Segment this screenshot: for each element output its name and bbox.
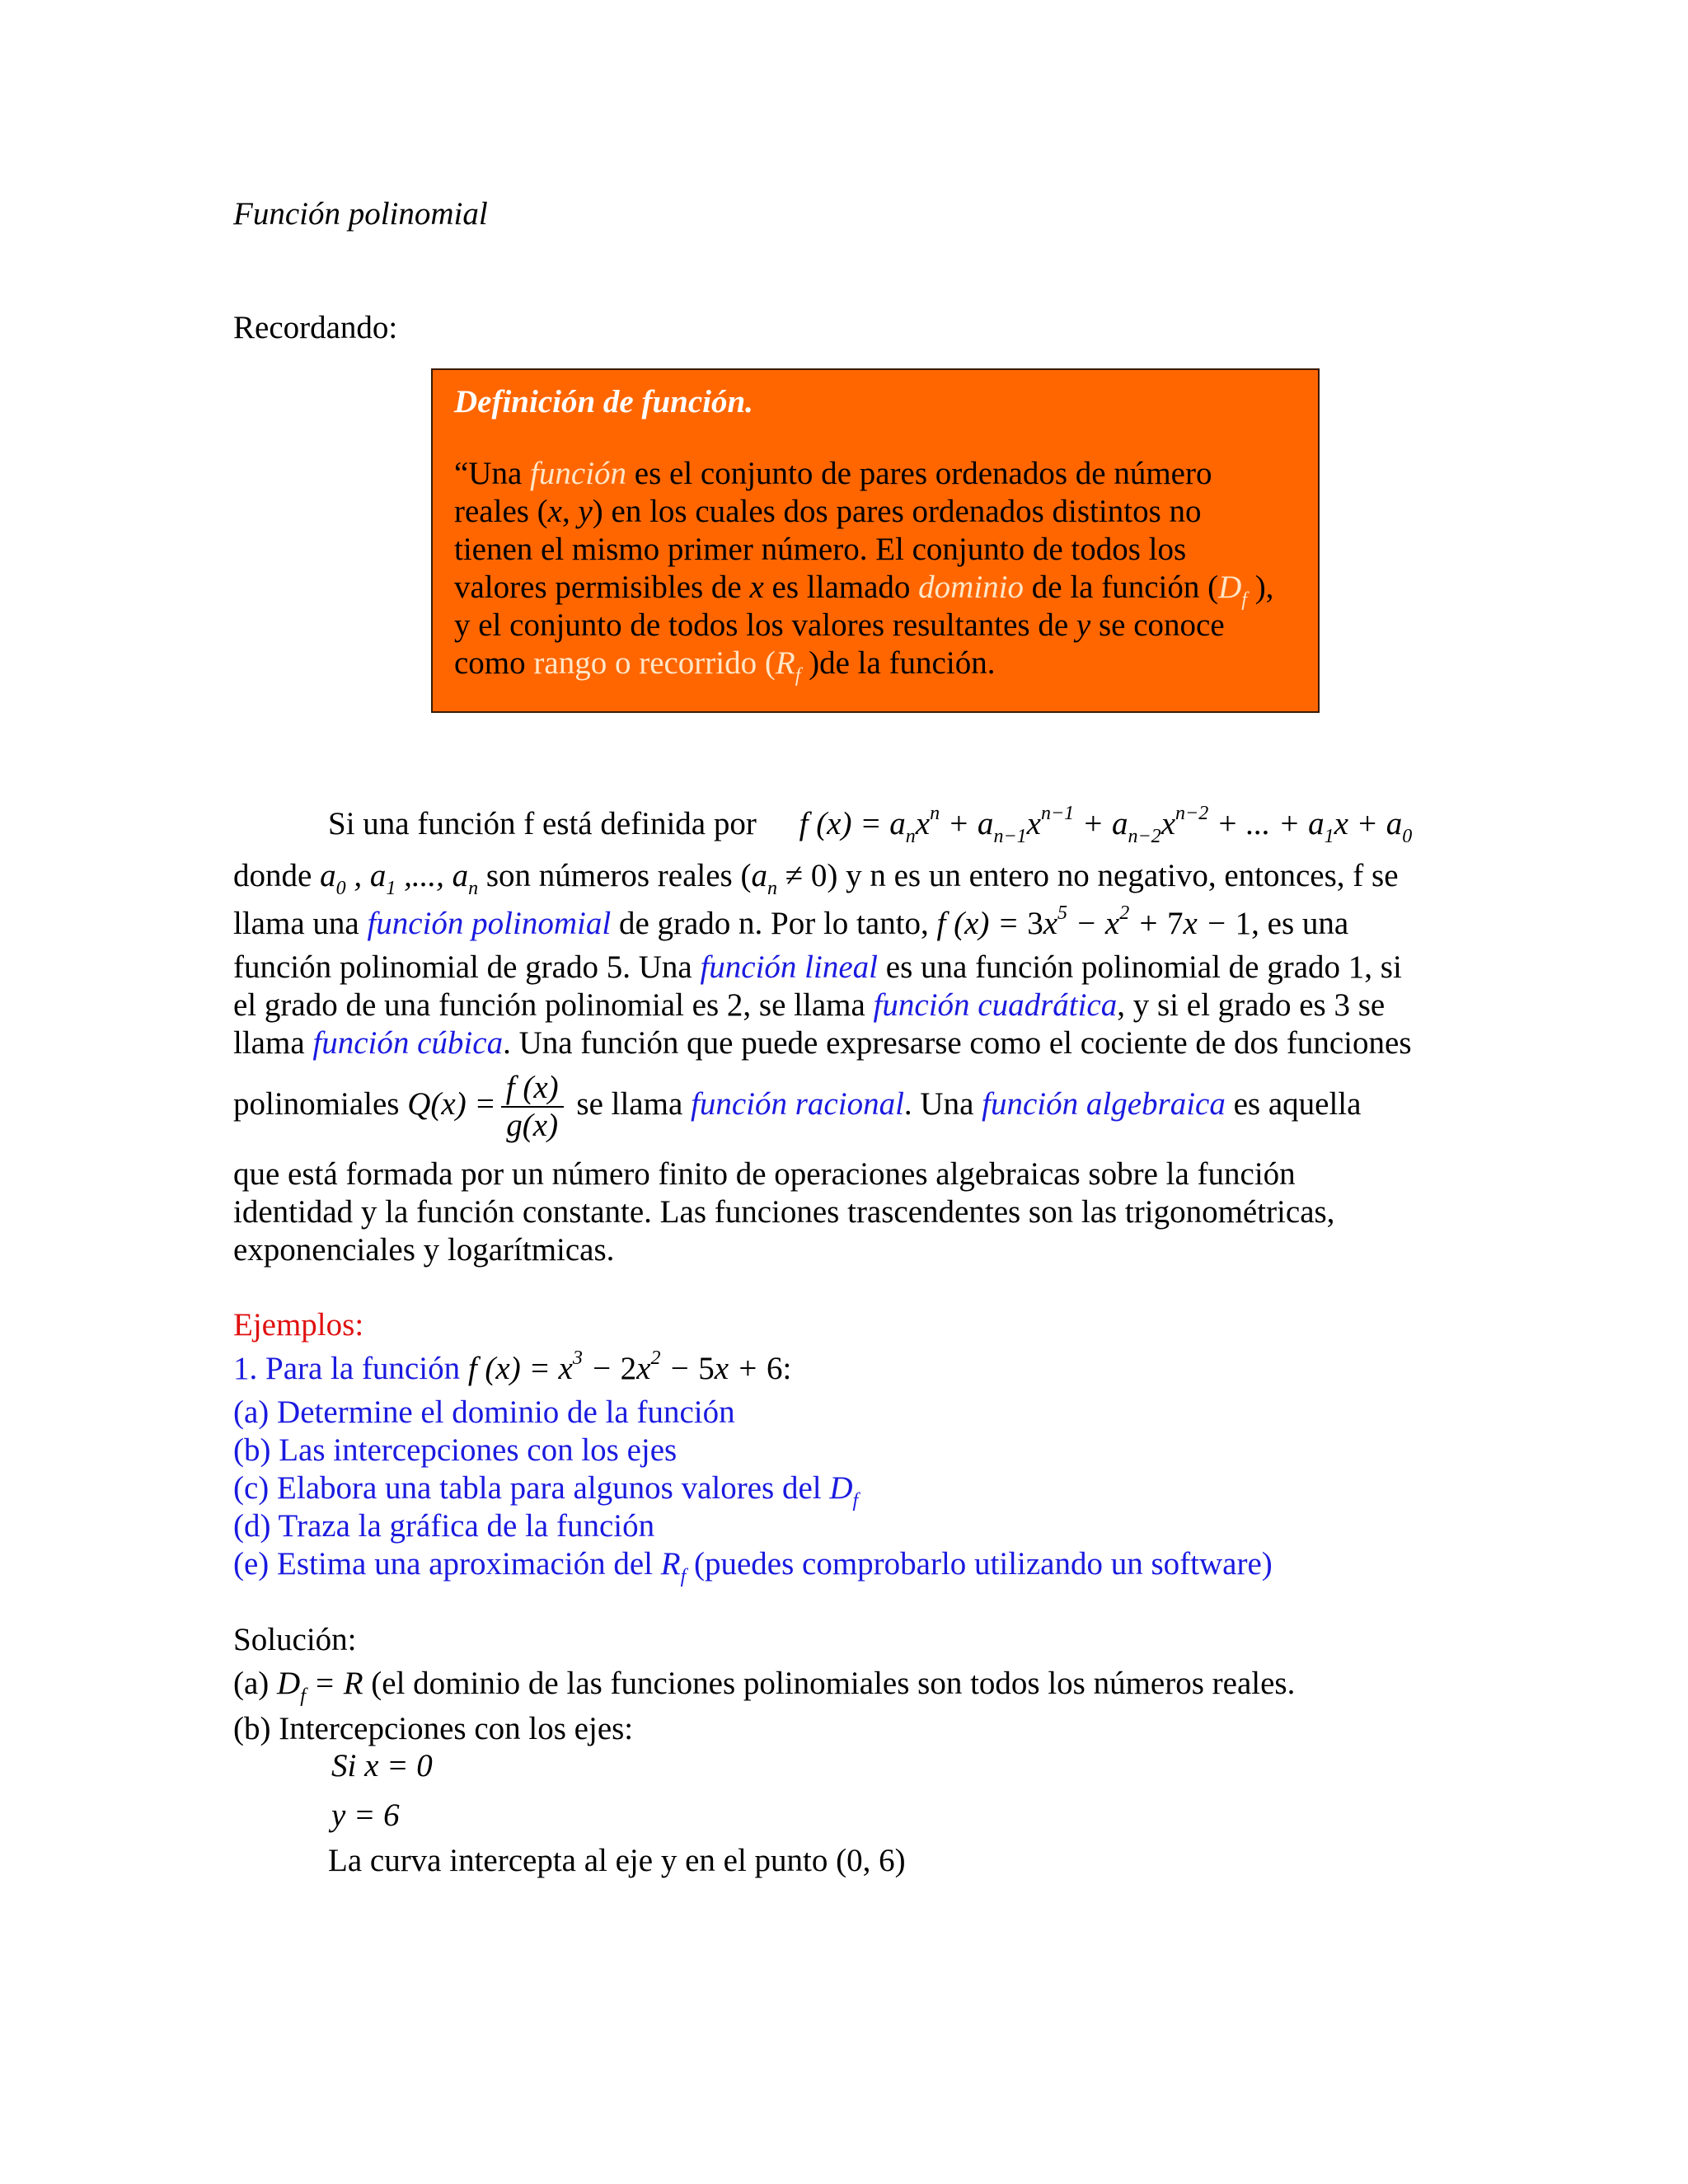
text: , y si el grado es 3 se [1117,987,1386,1023]
term-dominio: dominio [918,569,1025,605]
example-item-a: (a) Determine el dominio de la función [233,1394,735,1430]
examples-heading: Ejemplos: [233,1307,364,1343]
text: donde [233,858,321,893]
text: es llamado [763,569,919,605]
symbol-d: D [1218,569,1242,605]
formula-si-x-0: Si x = 0 [331,1748,433,1783]
formula-general-polynomial: f $(x) = a_nx^n + a_{n-1}x^{n-1} + a_{n-2}x^{n-2}$ + ... + $a_1x + a_0$ [799,803,1413,847]
text: (a) [233,1666,278,1701]
paragraph-line-3 [233,902,1349,943]
text: ( [757,645,776,681]
definition-box [431,368,1320,713]
page-title: Función polinomial [233,196,488,232]
term-funcion-polinomial: función polinomial [367,906,612,941]
text: ), [1246,569,1274,605]
paragraph-line-9: identidad y la función constante. Las funciones trascendentes son las trigonométricas, [233,1194,1335,1230]
solution-heading: Solución: [233,1622,357,1657]
definition-title: Definición de función. [454,384,753,419]
text: y el conjunto de todos los valores resultantes de [454,607,1076,643]
text: , [561,494,579,529]
text: (c) Elabora una tabla para algunos valores del [233,1470,830,1506]
formula-equals-r: = R [305,1666,363,1701]
formula-example-degree-5: f $(x) = 3x^5 - x^2 + 7x - 1$ [936,902,1252,941]
subscript-f: f [852,1490,859,1511]
term-funcion-cuadratica: función cuadrática [873,987,1118,1023]
solution-item-a [233,1665,1296,1707]
var-y: y [1076,607,1091,643]
example-item-c [233,1469,859,1511]
solution-curve-text: La curva intercepta al eje y en el punto (0, 6) [328,1843,906,1878]
example-1 [233,1347,792,1388]
term-funcion-cubica: función cúbica [312,1025,504,1061]
subscript-f: f [795,665,801,687]
text: el grado de una función polinomial es 2, se llama [233,987,874,1023]
paragraph-line-1 [328,803,1413,847]
fraction-numerator: f (x) [501,1070,564,1108]
formula-q: Q(x) = [407,1086,496,1122]
paragraph-line-10: exponenciales y logarítmicas. [233,1232,615,1268]
definition-line-4 [454,569,1274,611]
symbol-d: D [277,1666,301,1701]
text: “Una [454,456,531,491]
definition-line-2 [454,493,1202,531]
definition-line-6 [454,644,996,687]
text: )de la función. [800,645,996,681]
var-y: y [578,494,593,529]
fraction-f-over-g [501,1070,564,1144]
term-funcion-algebraica: función algebraica [982,1086,1226,1122]
term-funcion: función [530,456,627,491]
text: se llama [568,1086,692,1122]
definition-line-3: tienen el mismo primer número. El conjunto de todos los [454,532,1187,567]
text: : [782,1351,792,1386]
text: es el conjunto de pares ordenados de número [626,456,1212,491]
text: llama una [233,906,368,941]
text: (puedes comprobarlo utilizando un software) [686,1546,1273,1582]
text: ) y n es un entero no negativo, entonces, f se [827,858,1399,893]
example-item-b: (b) Las intercepciones con los ejes [233,1432,678,1468]
text: es aquella [1225,1086,1362,1122]
paragraph-line-8: que está formada por un número finito de operaciones algebraicas sobre la función [233,1156,1296,1192]
example-item-e [233,1545,1273,1587]
text: (e) Estima una aproximación del [233,1546,661,1582]
subscript-f: f [1241,589,1247,611]
symbol-r: R [660,1546,681,1582]
text: (el dominio de las funciones polinomiales son todos los números reales. [363,1666,1296,1701]
text: son números reales ( [478,858,752,893]
paragraph-line-4 [233,949,1402,987]
term-funcion-racional: función racional [691,1086,904,1122]
text: . Una [903,1086,982,1122]
fraction-denominator: g(x) [506,1108,559,1144]
example-item-d: (d) Traza la gráfica de la función [233,1508,655,1544]
text: llama [233,1025,313,1061]
text: de la función ( [1024,569,1219,605]
text: . Una función que puede expresarse como el cociente de dos funciones [503,1025,1412,1061]
paragraph-line-2 [233,857,1399,899]
text: función polinomial de grado 5. Una [233,949,701,985]
formula-y-6: y = 6 [331,1797,400,1833]
subscript-f: f [680,1566,687,1587]
subscript-f: f [300,1685,306,1707]
text: polinomiales [233,1086,408,1122]
symbol-d: D [829,1470,853,1506]
text: Si una función f está definida por [328,806,757,841]
text: valores permisibles de [454,569,750,605]
paragraph-line-6 [233,1024,1412,1062]
text: es una función polinomial de grado 1, si [878,949,1402,985]
definition-line-1 [454,455,1212,493]
recordando-label: Recordando: [233,310,398,345]
paragraph-line-5 [233,987,1385,1024]
text: se conoce [1090,607,1225,643]
solution-item-b: (b) Intercepciones con los ejes: [233,1711,634,1746]
term-funcion-lineal: función lineal [700,949,879,985]
term-rango: rango o recorrido [533,645,757,681]
formula-example-1: f $(x) = x^3 - 2x^2 - 5x + 6$ [467,1347,783,1386]
var-x: x [547,494,562,529]
definition-line-5 [454,607,1225,644]
text: , es una [1251,906,1349,941]
formula-coefficients: $a_0$ , $a_1$ ,..., $a_n$ [320,858,479,899]
text: 1. Para la función [233,1351,468,1386]
var-x: x [749,569,764,605]
formula-condition: $a_n \ne 0$ [751,858,828,899]
paragraph-line-7 [233,1067,1362,1144]
symbol-r: R [775,645,795,681]
text: reales ( [454,494,548,529]
text: como [454,645,534,681]
text: de grado n. Por lo tanto, [611,906,937,941]
text: ) en los cuales dos pares ordenados distintos no [592,494,1202,529]
